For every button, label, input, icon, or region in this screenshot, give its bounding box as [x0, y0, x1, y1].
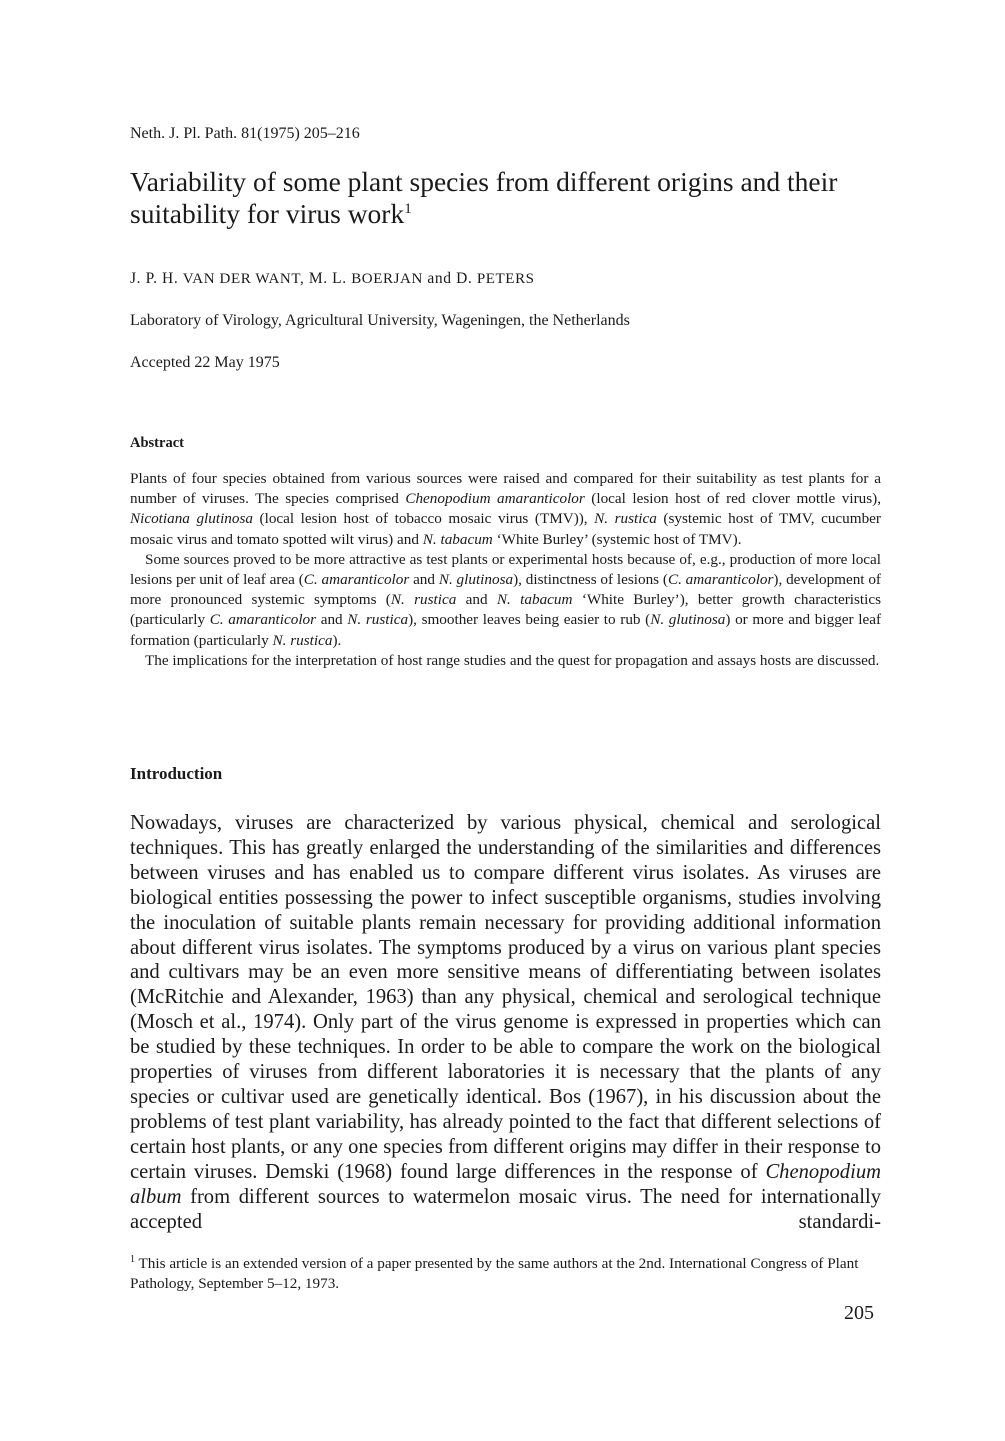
author-3-initials: D. [456, 270, 473, 287]
author-2-name: BOERJAN [351, 271, 423, 287]
footnote [130, 1250, 881, 1294]
article-title [130, 166, 890, 230]
introduction-body: Nowadays, viruses are characterized by various physical, chemical and serological techniques. This has greatly enlarged the understanding of the similarities and differences between viruses and has enabled us to compare different virus isolates. As viruses are biological entities possessing the power to infect susceptible organisms, studies involving the inoculation of suitable plants remain necessary for providing additional information about different virus isolates. The symptoms produced by a virus on various plant species and cultivars may be an even more sensitive means of differentiating between isolates (McRitchie and Alexander, 1963) than any physical, chemical and serological technique (Mosch et al., 1974). Only part of the virus genome is expressed in properties which can be studied by these techniques. In order to be able to compare the work on the biological properties of viruses from different laboratories it is necessary that the plants of any species or cultivar used are genetically identical. Bos (1967), in his discussion about the problems of test plant variability, has already pointed to the fact that different selections of certain host plants, or any one species from different origins may differ in their response to certain viruses. Demski (1968) found large differences in the response of Chenopodium album from different sources to watermelon mosaic virus. The need for internationally accepted standardi- [130, 812, 881, 1233]
title-footnote-marker: 1 [404, 200, 412, 217]
abstract-paragraph-1: Plants of four species obtained from various sources were raised and compared for their suitability as test plants for a number of viruses. The species comprised Chenopodium amaranticolor (local lesion host of red clover mottle virus), Nicotiana glutinosa (local lesion host of tobacco mosaic virus (TMV)), N. rustica (systemic host of TMV, cucumber mosaic virus and tomato spotted wilt virus) and N. tabacum ‘White Burley’ (systemic host of TMV). [130, 470, 881, 548]
accepted-date: Accepted 22 May 1975 [130, 354, 280, 371]
author-2-initials: M. L. [308, 270, 347, 287]
abstract-body [130, 469, 881, 671]
footnote-marker: 1 [130, 1254, 135, 1265]
author-1-initials: J. P. H. [130, 270, 179, 287]
introduction-heading: Introduction [130, 764, 223, 783]
journal-reference: Neth. J. Pl. Path. 81(1975) 205–216 [130, 125, 360, 142]
author-1-name: VAN DER WANT, [182, 271, 305, 287]
page-number: 205 [844, 1302, 874, 1324]
author-list [130, 270, 535, 288]
author-3-name: PETERS [476, 271, 535, 287]
abstract-heading: Abstract [130, 435, 184, 451]
abstract-paragraph-3: The implications for the interpretation of host range studies and the quest for propagation and assays hosts are discussed. [145, 651, 880, 669]
author-conjunction: and [427, 270, 452, 287]
affiliation: Laboratory of Virology, Agricultural University, Wageningen, the Netherlands [130, 312, 630, 329]
abstract-paragraph-2: Some sources proved to be more attractive as test plants or experimental hosts because of, e.g., production of more local lesions per unit of leaf area (C. amaranticolor and N. glutinosa), distinctness of lesions (C. amaranticolor), development of more pronounced systemic symptoms (N. rustica and N. tabacum ‘White Burley’), better growth characteristics (particularly C. amaranticolor and N. rustica), smoother leaves being easier to rub (N. glutinosa) or more and bigger leaf formation (particularly N. rustica). [130, 550, 882, 649]
article-title-text: Variability of some plant species from different origins and their suitability for virus work [130, 166, 838, 229]
footnote-text: This article is an extended version of a paper presented by the same authors at the 2nd. International Congress of Plant Pathology, September 5–12, 1973. [130, 1255, 859, 1293]
